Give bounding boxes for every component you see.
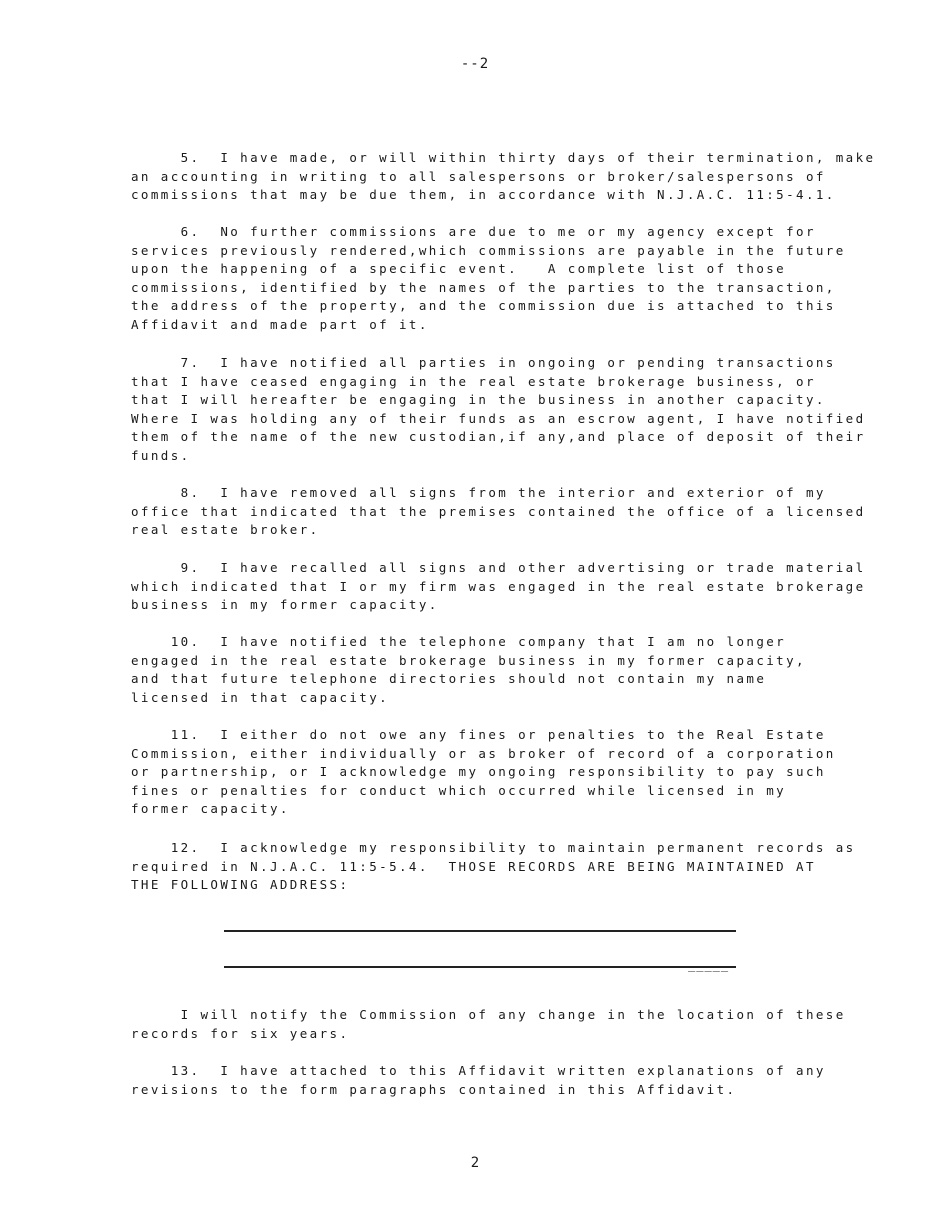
paragraph-8: 8. I have removed all signs from the interior and exterior of my office that indicated that the premises contained the office of a licensed real estate broker. <box>131 485 866 538</box>
paragraph-12: 12. I acknowledge my responsibility to maintain permanent records as required in N.J.A.C. 11:5-5.4. THOSE RECORDS ARE BEING MAINTAINED AT THE FOLLOWING ADDRESS: <box>131 840 856 893</box>
paragraph-13: 13. I have attached to this Affidavit written explanations of any revisions to the form paragraphs contained in this Affidavit. <box>131 1063 826 1097</box>
address-line-1[interactable] <box>224 930 736 932</box>
paragraph-9: 9. I have recalled all signs and other advertising or trade material which indicated that I or my firm was engaged in the real estate brokerage business in my former capacity. <box>131 560 866 613</box>
paragraph-notify-commission: I will notify the Commission of any change in the location of these records for six years. <box>131 1007 846 1041</box>
address-line-2[interactable] <box>224 966 736 968</box>
address-line-dashes: _____ <box>688 958 730 972</box>
paragraph-11: 11. I either do not owe any fines or penalties to the Real Estate Commission, either individually or as broker of record of a corporation or partnership, or I acknowledge my ongoing responsibility to pay such fines or penalties for conduct which occurred while licensed in my former capacity. <box>131 727 836 817</box>
paragraph-10: 10. I have notified the telephone company that I am no longer engaged in the real estate brokerage business in my former capacity, and that future telephone directories should not contain my name licensed in that capacity. <box>131 634 806 705</box>
page-number: 2 <box>470 1155 480 1171</box>
header-page-mark: --2 <box>460 56 490 72</box>
paragraph-7: 7. I have notified all parties in ongoing or pending transactions that I have ceased engaging in the real estate brokerage business, or that I will hereafter be engaging in the business in another capacity. Where I was holding any of their funds as an escrow agent, I have notified them of the name of the new custodian,if any,and place of deposit of their funds. <box>131 355 866 463</box>
paragraph-5: 5. I have made, or will within thirty days of their termination, make an accounting in writing to all salespersons or broker/salespersons of commissions that may be due them, in accordance with N.J.A.C. 11:5-4.1. <box>131 150 876 203</box>
paragraph-6: 6. No further commissions are due to me or my agency except for services previously rendered,which commissions are payable in the future upon the happening of a specific event. A complete list of those commissions, identified by the names of the parties to the transaction, the address of the property, and the commission due is attached to this Affidavit and made part of it. <box>131 224 846 332</box>
